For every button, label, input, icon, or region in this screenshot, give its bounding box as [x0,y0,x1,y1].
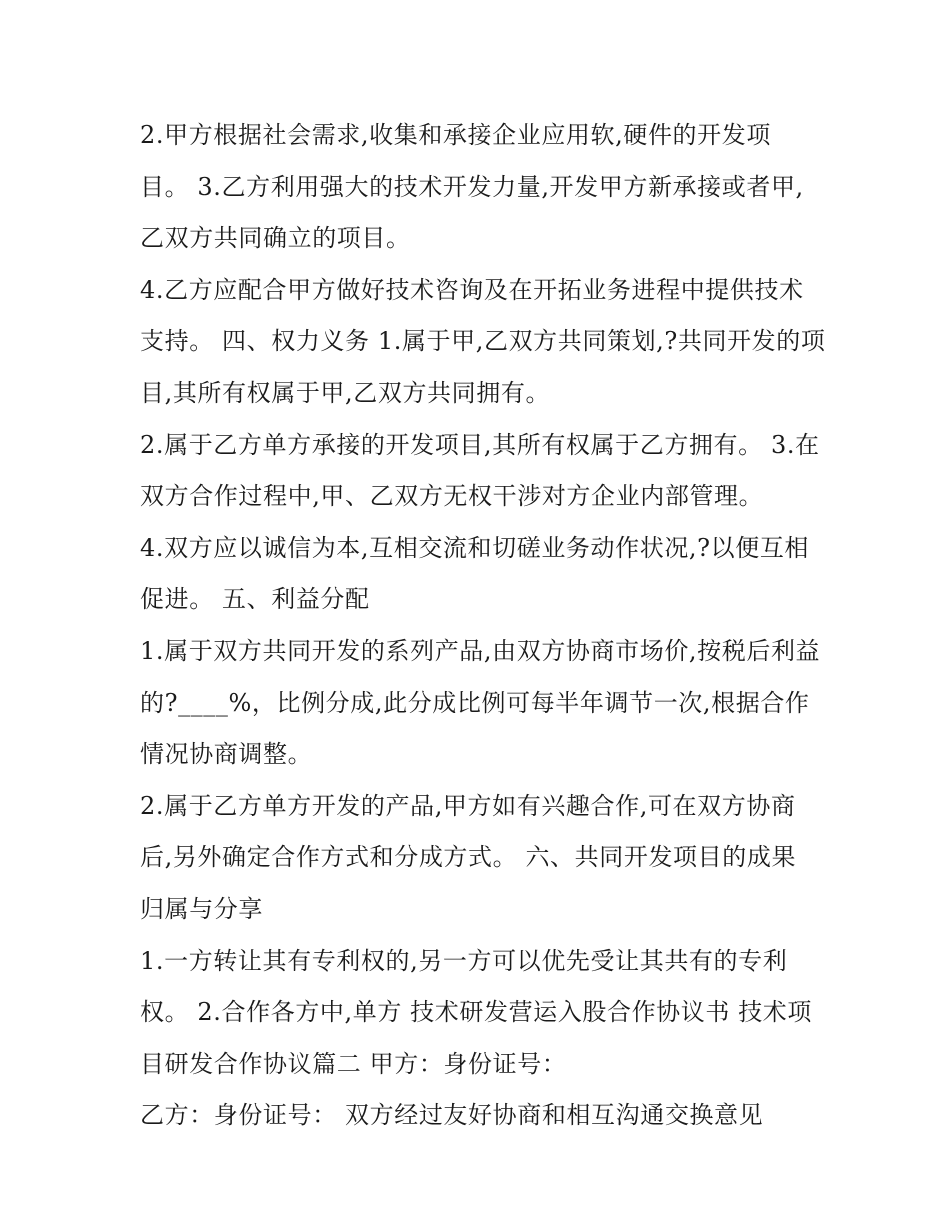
text-line: 1.一方转让其有专利权的,另一方可以优先受让其共有的专利 [140,946,788,975]
text-line: 乙方：身份证号： 双方经过友好协商和相互沟通交换意见 [140,1101,764,1130]
document-body [140,110,830,1142]
text-line: 4.双方应以诚信为本,互相交流和切磋业务动作状况,?以便互相 [140,533,810,562]
text-line: 支持。 四、权力义务 1.属于甲,乙双方共同策划,?共同开发的项 [140,327,826,356]
text-line: 权。 2.合作各方中,单方 技术研发营运入股合作协议书 技术项 [140,998,813,1027]
text-line: 目,其所有权属于甲,乙双方共同拥有。 [140,378,551,407]
text-line: 情况协商调整。 [140,740,313,769]
text-line: 4.乙方应配合甲方做好技术咨询及在开拓业务进程中提供技术 [140,275,804,304]
text-line: 促进。 五、利益分配 [140,585,370,614]
text-line: 1.属于双方共同开发的系列产品,由双方协商市场价,按税后利益 [140,636,821,665]
text-line: 2.甲方根据社会需求,收集和承接企业应用软,硬件的开发项 [140,121,771,149]
text-line: 2.属于乙方单方开发的产品,甲方如有兴趣合作,可在双方协商 [140,791,796,820]
text-line: 2.属于乙方单方承接的开发项目,其所有权属于乙方拥有。 3.在 [140,430,820,459]
text-line: 后,另外确定合作方式和分成方式。 六、共同开发项目的成果 [140,843,797,872]
text-line: 乙双方共同确立的项目。 [140,224,411,253]
text-line: 双方合作过程中,甲、乙双方无权干涉对方企业内部管理。 [140,482,764,511]
text-line: 目。 3.乙方利用强大的技术开发力量,开发甲方新承接或者甲, [140,172,804,201]
text-line: 的?____%，比例分成,此分成比例可每半年调节一次,根据合作 [140,688,810,717]
text-line: 归属与分享 [140,894,263,923]
text-line: 目研发合作协议篇二 甲方：身份证号： [140,1049,567,1078]
